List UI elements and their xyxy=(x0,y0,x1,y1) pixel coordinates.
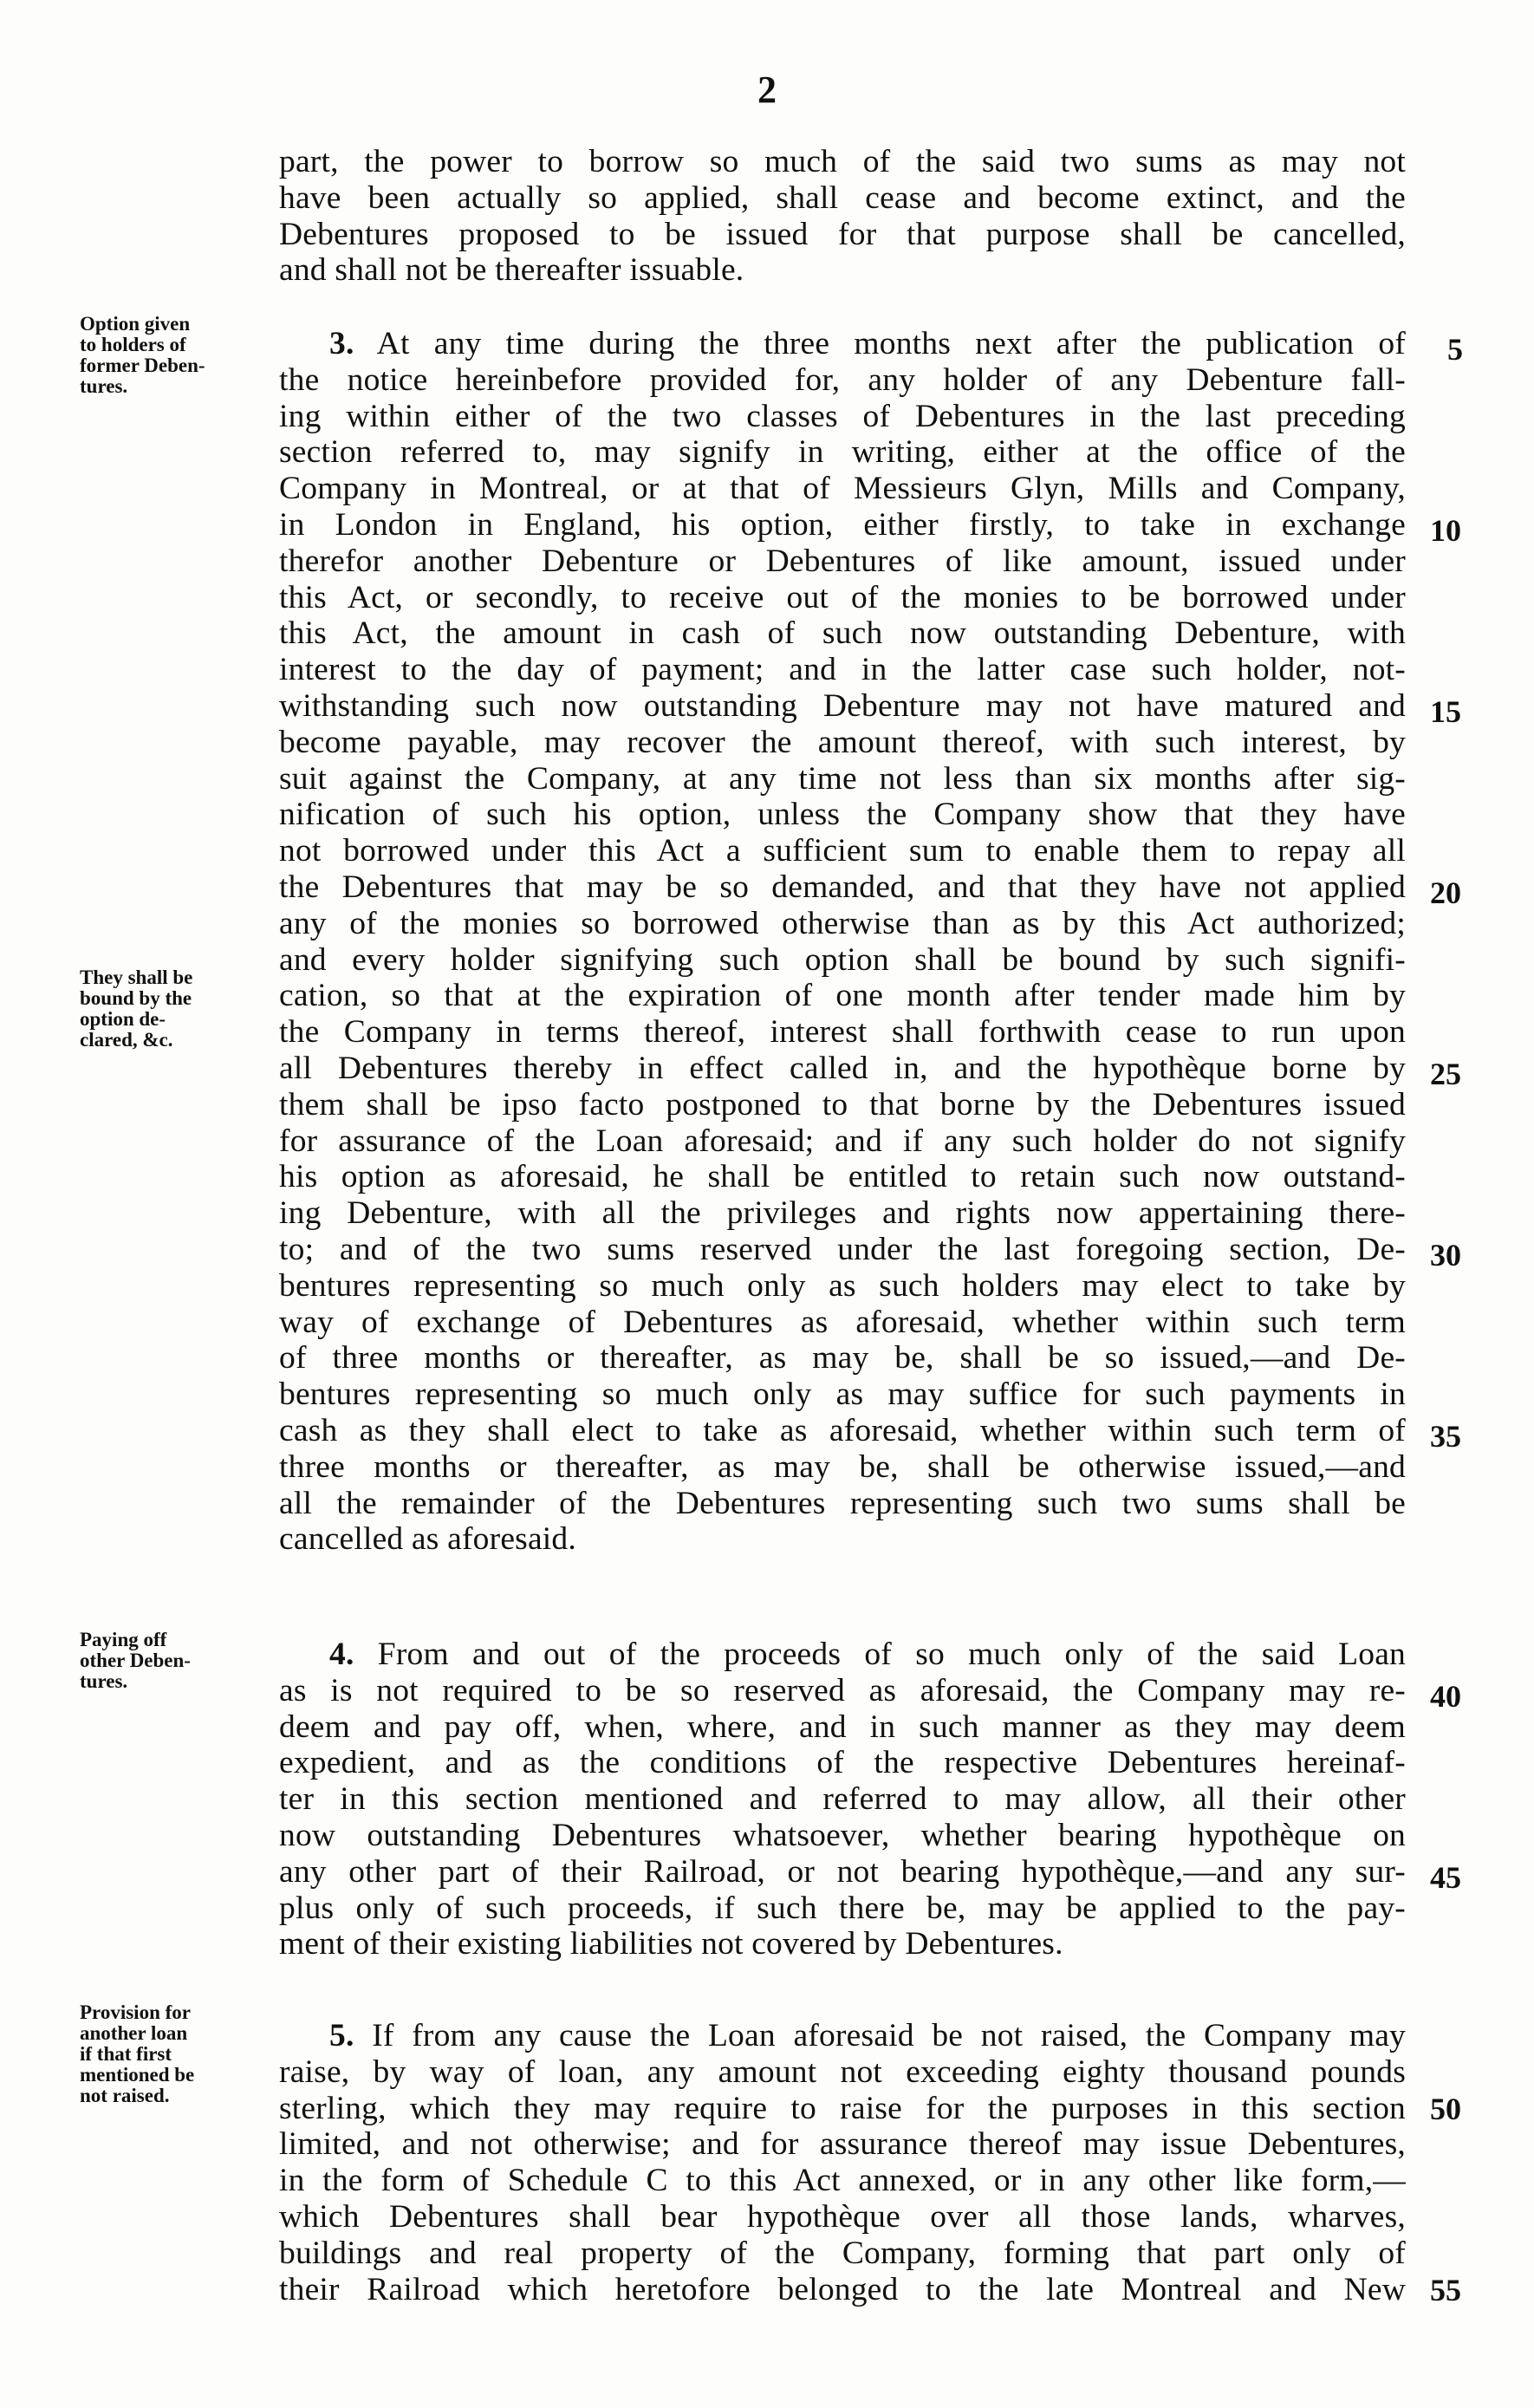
page-number: 2 xyxy=(757,68,777,111)
text-line: Company in Montreal, or at that of Messieurs Glyn, Mills and Company, xyxy=(279,471,1406,507)
sidenote-line: mentioned be xyxy=(80,2064,195,2086)
text-line: all the remainder of the Debentures representing such two sums shall be xyxy=(279,1485,1406,1521)
text-line xyxy=(279,326,1406,362)
text-line: them shall be ipso facto postponed to that borne by the Debentures issued xyxy=(279,1086,1406,1123)
text-line: limited, and not otherwise; and for assurance thereof may issue Debentures, xyxy=(279,2126,1406,2163)
text-line: and every holder signifying such option shall be bound by such signifi- xyxy=(279,941,1406,978)
text-line: deem and pay off, when, where, and in such manner as they may deem xyxy=(279,1708,1406,1745)
text-line: to; and of the two sums reserved under the last foregoing section, De- xyxy=(279,1231,1406,1267)
text-line-content: At any time during the three months next after the publication of xyxy=(376,326,1406,361)
text-line: any other part of their Railroad, or not bearing hypothèque,—and any sur- xyxy=(279,1853,1406,1890)
sidenote-line: clared, &c. xyxy=(80,1029,173,1051)
text-line: sterling, which they may require to raise for the purposes in this section xyxy=(279,2090,1406,2126)
text-line: their Railroad which heretofore belonged to the late Montreal and New xyxy=(279,2271,1406,2307)
line-number: 35 xyxy=(1430,1419,1461,1454)
text-line: ment of their existing liabilities not covered by Debentures. xyxy=(279,1926,1063,1962)
text-line-content: From and out of the proceeds of so much only of the said Loan xyxy=(377,1637,1406,1672)
line-number: 15 xyxy=(1430,694,1461,729)
text-line: in the form of Schedule C to this Act annexed, or in any other like form,— xyxy=(279,2163,1406,2199)
text-line: the Company in terms thereof, interest shall forthwith cease to run upon xyxy=(279,1014,1406,1051)
line-number: 30 xyxy=(1430,1238,1461,1272)
text-line: part, the power to borrow so much of the said two sums as may not xyxy=(279,144,1406,179)
text-line: section referred to, may signify in writing, either at the office of the xyxy=(279,434,1406,471)
sidenote-option-given xyxy=(80,314,279,397)
sidenote-provision-another-loan xyxy=(80,2002,279,2106)
text-line: therefor another Debenture or Debentures of like amount, issued under xyxy=(279,543,1406,579)
text-line: the notice hereinbefore provided for, any holder of any Debenture fall- xyxy=(279,361,1406,398)
sidenote-line: Provision for xyxy=(80,2001,191,2023)
section-number: 5. xyxy=(329,2018,354,2053)
text-line: as is not required to be so reserved as aforesaid, the Company may re- xyxy=(279,1672,1406,1708)
line-number: 55 xyxy=(1430,2273,1461,2307)
text-line xyxy=(279,2018,1406,2054)
text-line: expedient, and as the conditions of the respective Debentures hereinaf- xyxy=(279,1745,1406,1781)
text-line: Debentures proposed to be issued for that purpose shall be cancelled, xyxy=(279,216,1406,252)
text-line: raise, by way of loan, any amount not exceeding eighty thousand pounds xyxy=(279,2053,1406,2090)
text-line: cash as they shall elect to take as aforesaid, whether within such term of xyxy=(279,1412,1406,1448)
text-line: bentures representing so much only as such holders may elect to take by xyxy=(279,1267,1406,1304)
sidenote-line: other Deben- xyxy=(80,1650,191,1671)
text-line: his option as aforesaid, he shall be entitled to retain such now outstand- xyxy=(279,1159,1406,1195)
sidenote-line: tures. xyxy=(80,375,128,397)
sidenote-line: former Deben- xyxy=(80,355,205,376)
line-number: 50 xyxy=(1430,2092,1461,2126)
text-line: in London in England, his option, either firstly, to take in exchange xyxy=(279,506,1406,543)
text-line: cancelled as aforesaid. xyxy=(279,1521,576,1558)
text-line: plus only of such proceeds, if such there be, may be applied to the pay- xyxy=(279,1890,1406,1926)
text-line: three months or thereafter, as may be, shall be otherwise issued,—and xyxy=(279,1448,1406,1485)
text-line: buildings and real property of the Company, forming that part only of xyxy=(279,2235,1406,2271)
sidenote-line: bound by the xyxy=(80,987,192,1009)
sidenote-line: to holders of xyxy=(80,334,186,355)
text-line: withstanding such now outstanding Debenture may not have matured and xyxy=(279,687,1406,724)
text-line: nification of such his option, unless the Company show that they have xyxy=(279,797,1406,833)
sidenote-line: Paying off xyxy=(80,1629,167,1650)
sidenote-paying-off xyxy=(80,1630,279,1692)
text-line xyxy=(279,1637,1406,1673)
sidenote-bound-by-option xyxy=(80,967,279,1051)
text-line: cation, so that at the expiration of one month after tender made him by xyxy=(279,978,1406,1014)
text-line: the Debentures that may be so demanded, and that they have not applied xyxy=(279,869,1406,905)
text-line: not borrowed under this Act a sufficient sum to enable them to repay all xyxy=(279,833,1406,869)
text-line: any of the monies so borrowed otherwise than as by this Act authorized; xyxy=(279,905,1406,941)
text-line: way of exchange of Debentures as aforesaid, whether within such term xyxy=(279,1304,1406,1340)
text-line: which Debentures shall bear hypothèque over all those lands, wharves, xyxy=(279,2198,1406,2235)
section-number: 4. xyxy=(329,1637,354,1672)
text-line: and shall not be thereafter issuable. xyxy=(279,252,744,289)
text-line: all Debentures thereby in effect called in, and the hypothèque borne by xyxy=(279,1050,1406,1086)
section-3 xyxy=(279,326,1406,1558)
line-number: 10 xyxy=(1430,513,1461,548)
sidenote-line: not raised. xyxy=(80,2085,170,2106)
sidenote-line: Option given xyxy=(80,313,191,335)
text-line: interest to the day of payment; and in the latter case such holder, not- xyxy=(279,652,1406,688)
line-number: 25 xyxy=(1430,1057,1461,1091)
text-line: this Act, or secondly, to receive out of the monies to be borrowed under xyxy=(279,579,1406,615)
line-number: 40 xyxy=(1430,1679,1461,1714)
sidenote-line: option de- xyxy=(80,1008,166,1030)
text-line: suit against the Company, at any time not less than six months after sig- xyxy=(279,760,1406,797)
section-5 xyxy=(279,2018,1406,2307)
line-number: 20 xyxy=(1430,875,1461,910)
section-number: 3. xyxy=(329,326,354,361)
text-line: now outstanding Debentures whatsoever, whether bearing hypothèque on xyxy=(279,1817,1406,1853)
text-line: this Act, the amount in cash of such now outstanding Debenture, with xyxy=(279,615,1406,652)
text-line-content: If from any cause the Loan aforesaid be not raised, the Company may xyxy=(372,2018,1406,2053)
line-number: 5 xyxy=(1447,332,1463,367)
text-line: for assurance of the Loan aforesaid; and if any such holder do not signify xyxy=(279,1123,1406,1159)
text-line: of three months or thereafter, as may be, shall be so issued,—and De- xyxy=(279,1340,1406,1376)
section-4 xyxy=(279,1637,1406,1962)
sidenote-line: They shall be xyxy=(80,966,193,988)
line-number: 45 xyxy=(1430,1860,1461,1895)
sidenote-line: another loan xyxy=(80,2022,188,2044)
text-line: ing within either of the two classes of Debentures in the last preceding xyxy=(279,398,1406,434)
sidenote-line: if that first xyxy=(80,2043,172,2065)
text-line: ter in this section mentioned and referred to may allow, all their other xyxy=(279,1781,1406,1818)
sidenote-line: tures. xyxy=(80,1670,128,1692)
paragraph-continuation xyxy=(279,144,1406,289)
text-line: become payable, may recover the amount thereof, with such interest, by xyxy=(279,724,1406,760)
text-line: ing Debenture, with all the privileges and rights now appertaining there- xyxy=(279,1195,1406,1232)
text-line: have been actually so applied, shall cease and become extinct, and the xyxy=(279,179,1406,216)
text-line: bentures representing so much only as may suffice for such payments in xyxy=(279,1376,1406,1413)
